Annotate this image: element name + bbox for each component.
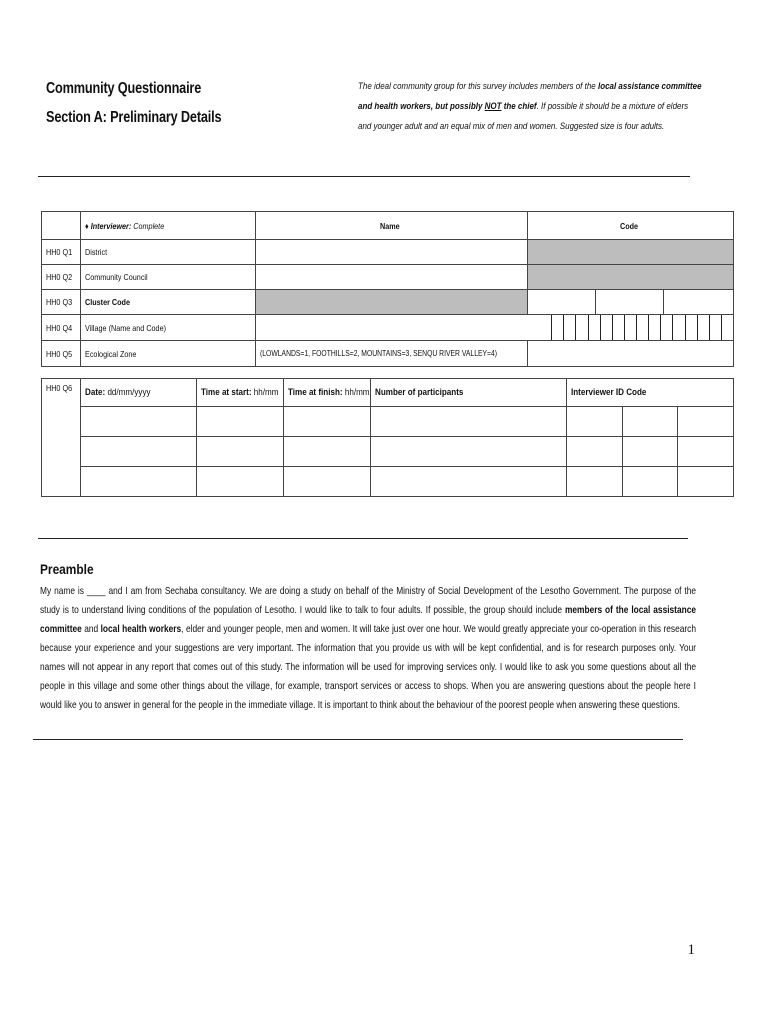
cluster-code-box-2[interactable] xyxy=(596,290,664,315)
preamble-text-2: and xyxy=(81,624,101,635)
intro-not: NOT xyxy=(484,101,502,111)
finish-time-boxes[interactable] xyxy=(284,467,371,497)
participants-field[interactable] xyxy=(371,467,567,497)
q6-header-row xyxy=(42,379,734,407)
intro-text-1: The ideal community group for this survey includes members of the xyxy=(358,81,598,91)
preamble-text-3: , elder and younger people, men and women. It will take just over one hour. We would greatly appreciate your co-operation in this research because your experience and your suggestions are very important. The information that you provide us with will be kept confidential, and is for research purposes only. Your names will not appear in any report that comes out of this study. The information will be used for improving services only. I would like to ask you some questions about all the people in this village and some other things about the village, for example, transport services or access to shops. When you are answering questions about the people here I would like you to answer in general for the people in the immediate village. It is important to think about the behaviour of the poorest people when answering these questions. xyxy=(40,624,697,711)
q6-entry-row xyxy=(42,407,734,437)
council-name-field[interactable] xyxy=(256,265,528,290)
village-field[interactable] xyxy=(256,315,734,341)
title-line-1: Community Questionnaire xyxy=(46,80,202,97)
date-boxes[interactable] xyxy=(81,467,197,497)
question-code: HH0 Q5 xyxy=(42,341,81,367)
table-bottom-rule xyxy=(38,538,688,539)
preamble-text-1: My name is ____ and I am from Sechaba consultancy. We are doing a study on behalf of the Ministry of Social Development of the Lesotho Government. The purpose of the study is to understand living conditions of the population of Lesotho. I would like to talk to four adults. If possible, the group should include xyxy=(40,586,696,616)
interview-table xyxy=(41,378,734,497)
table-row xyxy=(42,315,734,341)
cluster-code-box-1[interactable] xyxy=(528,290,596,315)
start-time-boxes[interactable] xyxy=(197,437,284,467)
cluster-name-field xyxy=(256,290,528,315)
interviewer-id-box[interactable] xyxy=(567,437,623,467)
intro-text-2: . If possible it should be a mixture of elders and younger adult and an equal mix of men and women. Suggested size is four adults. xyxy=(358,101,689,131)
question-label: District xyxy=(81,240,256,265)
council-code-field xyxy=(528,265,734,290)
participants-head: Number of participants xyxy=(371,379,567,407)
interviewer-id-box[interactable] xyxy=(623,407,678,437)
question-label: Cluster Code xyxy=(81,290,256,315)
q6-entry-row xyxy=(42,437,734,467)
preamble-bold-1: members of the local assistance committee xyxy=(40,605,697,635)
district-name-field[interactable] xyxy=(256,240,528,265)
start-time-boxes[interactable] xyxy=(197,407,284,437)
interviewer-id-box[interactable] xyxy=(678,437,734,467)
table-row xyxy=(42,341,734,367)
interviewer-value: Complete xyxy=(133,220,165,231)
date-head: Date: dd/mm/yyyy xyxy=(81,379,197,407)
table-row xyxy=(42,265,734,290)
interviewer-label: Interviewer: xyxy=(90,220,132,231)
preamble-text xyxy=(40,582,696,715)
header-rule xyxy=(38,176,690,177)
participants-field[interactable] xyxy=(371,437,567,467)
question-code: HH0 Q2 xyxy=(42,265,81,290)
question-code: HH0 Q6 xyxy=(42,379,81,497)
district-code-field xyxy=(528,240,734,265)
preamble-bold-2: local health workers xyxy=(100,624,182,635)
page-number: 1 xyxy=(687,942,695,958)
table-header-row xyxy=(42,212,734,240)
question-label: Ecological Zone xyxy=(81,341,256,367)
details-table xyxy=(41,211,734,367)
diamond-icon: ♦ xyxy=(85,220,89,231)
blank-cell xyxy=(42,212,81,240)
interviewer-id-box[interactable] xyxy=(678,467,734,497)
ecological-code-field[interactable] xyxy=(528,341,734,367)
finish-time-boxes[interactable] xyxy=(284,407,371,437)
intro-bold-2: the chief xyxy=(501,101,537,111)
interviewer-head xyxy=(81,212,256,240)
intro-note xyxy=(358,76,702,136)
interviewer-id-box[interactable] xyxy=(567,407,623,437)
finish-time-head: Time at finish: hh/mm xyxy=(284,379,371,407)
interviewer-id-head: Interviewer ID Code xyxy=(567,379,734,407)
title-line-2: Section A: Preliminary Details xyxy=(46,109,222,126)
preamble-bottom-rule xyxy=(33,739,683,740)
question-code: HH0 Q3 xyxy=(42,290,81,315)
start-time-head: Time at start: hh/mm xyxy=(197,379,284,407)
finish-time-boxes[interactable] xyxy=(284,437,371,467)
question-code: HH0 Q1 xyxy=(42,240,81,265)
participants-field[interactable] xyxy=(371,407,567,437)
preamble-heading: Preamble xyxy=(40,561,94,577)
date-boxes[interactable] xyxy=(81,437,197,467)
name-head: Name xyxy=(256,212,528,240)
question-code: HH0 Q4 xyxy=(42,315,81,341)
table-row xyxy=(42,240,734,265)
interviewer-id-box[interactable] xyxy=(567,467,623,497)
interviewer-id-box[interactable] xyxy=(623,437,678,467)
start-time-boxes[interactable] xyxy=(197,467,284,497)
interviewer-id-box[interactable] xyxy=(623,467,678,497)
q6-entry-row xyxy=(42,467,734,497)
village-code-boxes[interactable] xyxy=(540,315,733,340)
cluster-code-box-3[interactable] xyxy=(664,290,734,315)
question-label: Village (Name and Code) xyxy=(81,315,256,341)
code-head: Code xyxy=(528,212,734,240)
table-row xyxy=(42,290,734,315)
ecological-options: (LOWLANDS=1, FOOTHILLS=2, MOUNTAINS=3, SENQU RIVER VALLEY=4) xyxy=(256,341,528,367)
intro-bold-1: local assistance committee and health workers, but possibly xyxy=(358,81,702,111)
interviewer-id-box[interactable] xyxy=(678,407,734,437)
question-label: Community Council xyxy=(81,265,256,290)
date-boxes[interactable] xyxy=(81,407,197,437)
